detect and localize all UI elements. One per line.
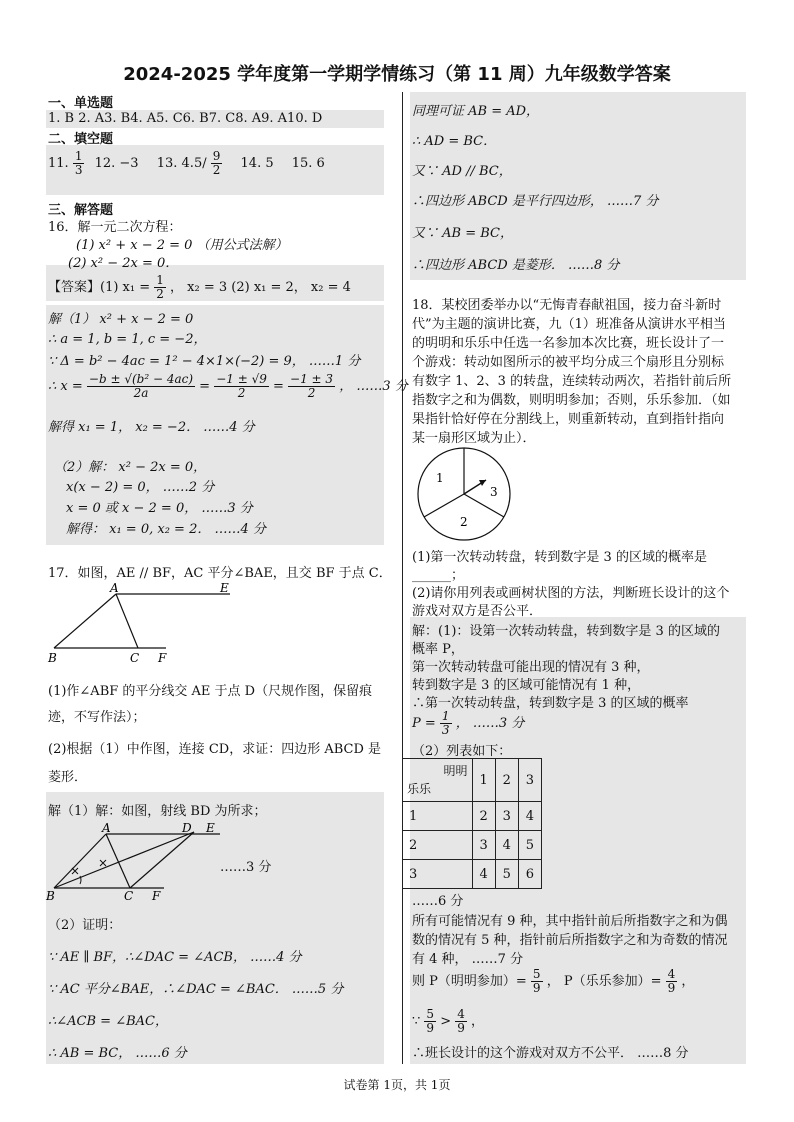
q16-sol2-d: 解得： x₁ = 0, x₂ = 2． ……4 分: [66, 522, 266, 537]
row-header: 3: [403, 860, 473, 889]
formula-den: 2a: [133, 386, 149, 400]
table-cell: 3: [495, 802, 518, 831]
table-header-row: [403, 759, 542, 802]
formula3-num: −1 ± 3: [290, 372, 334, 386]
q16-formula-2: [214, 373, 269, 400]
q17-solution-figure: [44, 822, 234, 904]
q18-s4: 转到数字是 3 的区域可能情况有 1 种，: [412, 678, 641, 693]
q17-figure: [44, 582, 264, 668]
q18-s11: 有 4 种， ……7 分: [412, 952, 524, 967]
frac-num: 5: [426, 1007, 435, 1021]
section-solutions: 三、解答题: [48, 203, 114, 218]
q16-sol1-b: ∴ a = 1, b = 1, c = −2，: [48, 332, 207, 347]
label-E: E: [220, 582, 229, 595]
q16-sol1-d-pre: ∴ x =: [48, 379, 83, 394]
sector-1: 1: [436, 471, 444, 485]
q16-answer-fraction: [154, 274, 166, 301]
q18-s12-pre: 则 P（明明参加）=: [412, 974, 527, 989]
row-header: 1: [403, 802, 473, 831]
sol-label-E: E: [206, 822, 215, 835]
sector-3: 3: [490, 485, 498, 499]
q18-q1a: (1)第一次转动转盘，转到数字是 3 的区域的概率是: [412, 550, 707, 565]
frac-den: 9: [457, 1021, 465, 1035]
shade-solution17-right: [410, 92, 746, 280]
corner-bottom: 乐乐: [407, 782, 432, 796]
q16-sol1-c: ∵ Δ = b² − 4ac = 1² − 4×1×(−2) = 9， ……1 分: [48, 354, 361, 369]
sol-label-B: B: [46, 889, 55, 903]
q16-answer-label: 【答案】(1) x₁ =: [48, 280, 151, 295]
formula2-num: −1 ± √9: [216, 372, 267, 386]
q18-s6-den: 3: [441, 723, 450, 737]
q18-s13-gt: >: [440, 1014, 452, 1029]
q18-frac-5-9: [531, 968, 543, 995]
table-cell: 5: [495, 860, 518, 889]
q13-den: 2: [212, 163, 221, 177]
table-row: [403, 860, 542, 889]
q18-cmp-4-9: [455, 1008, 467, 1035]
q18-s6: [412, 710, 524, 737]
sol-label-C: C: [124, 889, 134, 903]
q16-sol1-d: ∴ x = $\frac{\text{−b ± √(b² − 4ac)}}{2a}$ = $\frac{-1 \pm √9}{2}$ = $\frac{-1 \pm 3}{2}$ ， ……3 分: [48, 372, 408, 400]
q18-s7: （2）列表如下：: [412, 744, 512, 759]
col-header-2: 2: [495, 759, 518, 802]
line-AB: [54, 594, 116, 648]
sol-line-AB: [54, 834, 106, 888]
sol-label-D: D: [182, 822, 192, 835]
q17-line4: ∴ AB = BC， ……6 分: [48, 1046, 187, 1061]
q17-sol1: 解（1）解：如图，射线 BD 为所求；: [48, 804, 267, 819]
q17-r3: 又∵ AD // BC，: [412, 164, 512, 179]
q18-cmp-5-9: [424, 1008, 436, 1035]
q17-p2a: (2)根据（1）中作图，连接 CD，求证：四边形 ABCD 是: [48, 742, 382, 757]
sol-label-F: F: [152, 889, 161, 903]
q17-p1b: 迹，不写作法）；: [48, 710, 146, 725]
q13-num: 9: [212, 149, 221, 163]
col-header-1: 1: [472, 759, 495, 802]
q18-q2: (2)请你用列表或画树状图的方法，判断班长设计的这个: [412, 586, 730, 601]
q16-sol2-a: （2）解： x² − 2x = 0，: [54, 460, 207, 475]
q17-r4: ∴四边形 ABCD 是平行四边形， ……7 分: [412, 194, 659, 209]
q18-q1b: ______；: [412, 568, 465, 583]
q17-p2b: 菱形．: [48, 770, 88, 785]
q16-stem: 16．解一元二次方程：: [48, 220, 182, 235]
q16-sol1-e: 解得 x₁ = 1， x₂ = −2． ……4 分: [48, 420, 255, 435]
q18-s3: 第一次转动转盘可能出现的情况有 3 种，: [412, 660, 650, 675]
table-corner: [403, 759, 473, 802]
sol-ray-BD: [54, 832, 194, 888]
page-footer: 试卷第 1页，共 1页: [343, 1078, 451, 1092]
q11-fraction: [73, 150, 85, 177]
q18-t7: 果指针恰好停在分割线上，则重新转动，直到指针指向: [412, 412, 725, 427]
frac-den: 9: [426, 1021, 435, 1035]
section-fill-blank: 二、填空题: [48, 132, 114, 147]
frac-den: 9: [532, 981, 541, 995]
q17-r1: 同理可证 AB = AD，: [412, 104, 540, 119]
q11-den: 3: [74, 163, 83, 177]
formula2-den: 2: [237, 386, 246, 400]
q16-formula-3: [288, 373, 335, 400]
q11-label: 11.: [48, 156, 69, 171]
q18-s5: ∴第一次转动转盘，转到数字是 3 的区域的概率: [412, 696, 689, 711]
q18-s14: ∴班长设计的这个游戏对双方不公平． ……8 分: [412, 1046, 689, 1061]
table-cell: 3: [472, 831, 495, 860]
q16-ans-num: 1: [156, 273, 164, 287]
sol-line-CD: [130, 832, 194, 888]
q18-t1: 18．某校团委举办以“无悔青春献祖国，接力奋斗新时: [412, 298, 722, 313]
q17-line2: ∵ AC 平分∠BAE，∴∠DAC = ∠BAC． ……5 分: [48, 982, 344, 997]
q17-line3: ∴∠ACB = ∠BAC，: [48, 1014, 168, 1029]
q18-t6: 指数字之和为偶数，则明明参加；否则，乐乐参加．（如: [412, 393, 731, 408]
frac-num: 5: [532, 967, 541, 981]
q18-frac-4-9: [666, 968, 678, 995]
q13: 13. 4.5/: [156, 156, 207, 171]
label-C: C: [130, 651, 140, 665]
q18-q2b: 游戏对双方是否公平．: [412, 604, 543, 619]
q16-part2: (2) x² − 2x = 0．: [68, 256, 179, 271]
q16-formula: [87, 373, 195, 400]
q17-p1a: (1)作∠ABF 的平分线交 AE 于点 D（尺规作图，保留痕: [48, 684, 373, 699]
frac-num: 4: [457, 1007, 465, 1021]
q16-sol2-c: x = 0 或 x − 2 = 0， ……3 分: [66, 501, 253, 516]
q18-s12-post: ，: [681, 974, 695, 989]
q18-s13-post: ，: [471, 1014, 485, 1029]
q18-s8: ……6 分: [412, 894, 464, 909]
table-cell: 6: [518, 860, 541, 889]
q16-ans-den: 2: [156, 287, 164, 301]
q18-t3: 的明明和乐乐中任选一名参加本次比赛，班长设计了一: [412, 336, 725, 351]
table-cell: 4: [472, 860, 495, 889]
q16-part1: (1) x² + x − 2 = 0 （用公式法解）: [76, 238, 288, 253]
q15: 15. 6: [291, 156, 325, 171]
q17-line1: ∵ AE ∥ BF，∴∠DAC = ∠ACB， ……4 分: [48, 950, 302, 965]
label-B: B: [48, 651, 57, 665]
fill-blank-answers: [48, 150, 325, 177]
q13-fraction: [211, 150, 223, 177]
q18-s10: 数的情况有 5 种，指针前后所指数字之和为奇数的情况: [412, 933, 728, 948]
corner-top: 明明: [443, 764, 468, 778]
q16-answer: [48, 274, 351, 301]
frac-num: 4: [667, 967, 676, 981]
label-F: F: [158, 651, 167, 665]
q18-t5: 有数字 1、2、3 的转盘，连续转动两次，若指针前后所: [412, 374, 732, 389]
q17-r6: ∴四边形 ABCD 是菱形． ……8 分: [412, 258, 620, 273]
arc-mark-1: [72, 868, 78, 874]
sector-2: 2: [460, 515, 468, 529]
section-single-choice: 一、单选题: [48, 96, 114, 111]
q17-stem: 17．如图，AE // BF，AC 平分∠BAE，且交 BF 于点 C．: [48, 566, 392, 581]
table-row: [403, 802, 542, 831]
q18-s13: [412, 1008, 484, 1035]
table-cell: 5: [518, 831, 541, 860]
q18-s12: [412, 968, 694, 995]
sol-line-AC: [106, 834, 130, 888]
line-AC: [116, 594, 138, 648]
q18-s2: 概率 P，: [412, 642, 464, 657]
q17-r2: ∴ AD = BC．: [412, 134, 497, 149]
q18-spinner: [412, 444, 516, 544]
q16-answer-rest: ， x₂ = 3 (2) x₁ = 2， x₂ = 4: [170, 280, 351, 295]
frac-den: 9: [667, 981, 676, 995]
q11-num: 1: [74, 149, 83, 163]
q14: 14. 5: [240, 156, 274, 171]
table-cell: 2: [472, 802, 495, 831]
formula3-den: 2: [307, 386, 316, 400]
q17-r5: 又∵ AB = BC，: [412, 226, 513, 241]
q18-s9: 所有可能情况有 9 种，其中指针前后所指数字之和为偶: [412, 914, 728, 929]
formula-num: −b ± √(b² − 4ac): [88, 372, 194, 386]
q16-sol2-b: x(x − 2) = 0， ……2 分: [66, 480, 215, 495]
q18-table: [402, 758, 542, 889]
col-header-3: 3: [518, 759, 541, 802]
sol-label-A: A: [102, 822, 111, 835]
table-cell: 4: [518, 802, 541, 831]
arc-mark-2: [100, 860, 106, 866]
q17-sol2: （2）证明：: [48, 918, 122, 933]
table-cell: 4: [495, 831, 518, 860]
q18-s6-post: ， ……3 分: [455, 716, 525, 731]
q16-sol1-a: 解（1） x² + x − 2 = 0: [48, 312, 194, 327]
q18-s13-pre: ∵: [412, 1014, 421, 1029]
q18-t4: 个游戏：转动如图所示的被平均分成三个扇形且分别标: [412, 355, 725, 370]
q18-s12-mid: ， P（乐乐参加）=: [546, 974, 662, 989]
single-choice-answers: 1. B 2. A3. B4. A5. C6. B7. C8. A9. A10. D: [48, 111, 323, 126]
arc-mark-3: [80, 876, 81, 884]
q18-t8: 某一扇形区域为止）．: [412, 431, 536, 446]
page-title: 2024-2025 学年度第一学期学情练习（第 11 周）九年级数学答案: [123, 64, 671, 85]
row-header: 2: [403, 831, 473, 860]
label-A: A: [110, 582, 119, 595]
column-divider: [402, 92, 403, 1064]
q12: 12. −3: [94, 156, 139, 171]
q18-s1: 解：(1)：设第一次转动转盘，转到数字是 3 的区域的: [412, 624, 720, 639]
table-row: [403, 831, 542, 860]
q18-s6-fraction: [440, 710, 452, 737]
q18-s6-pre: P =: [412, 716, 436, 731]
q17-sol1-score: ……3 分: [220, 860, 272, 875]
q18-t2: 代”为主题的演讲比赛，九（1）班准备从演讲水平相当: [412, 317, 726, 332]
q16-sol1-d-post: ， ……3 分: [339, 379, 408, 394]
q18-s6-num: 1: [441, 709, 450, 723]
